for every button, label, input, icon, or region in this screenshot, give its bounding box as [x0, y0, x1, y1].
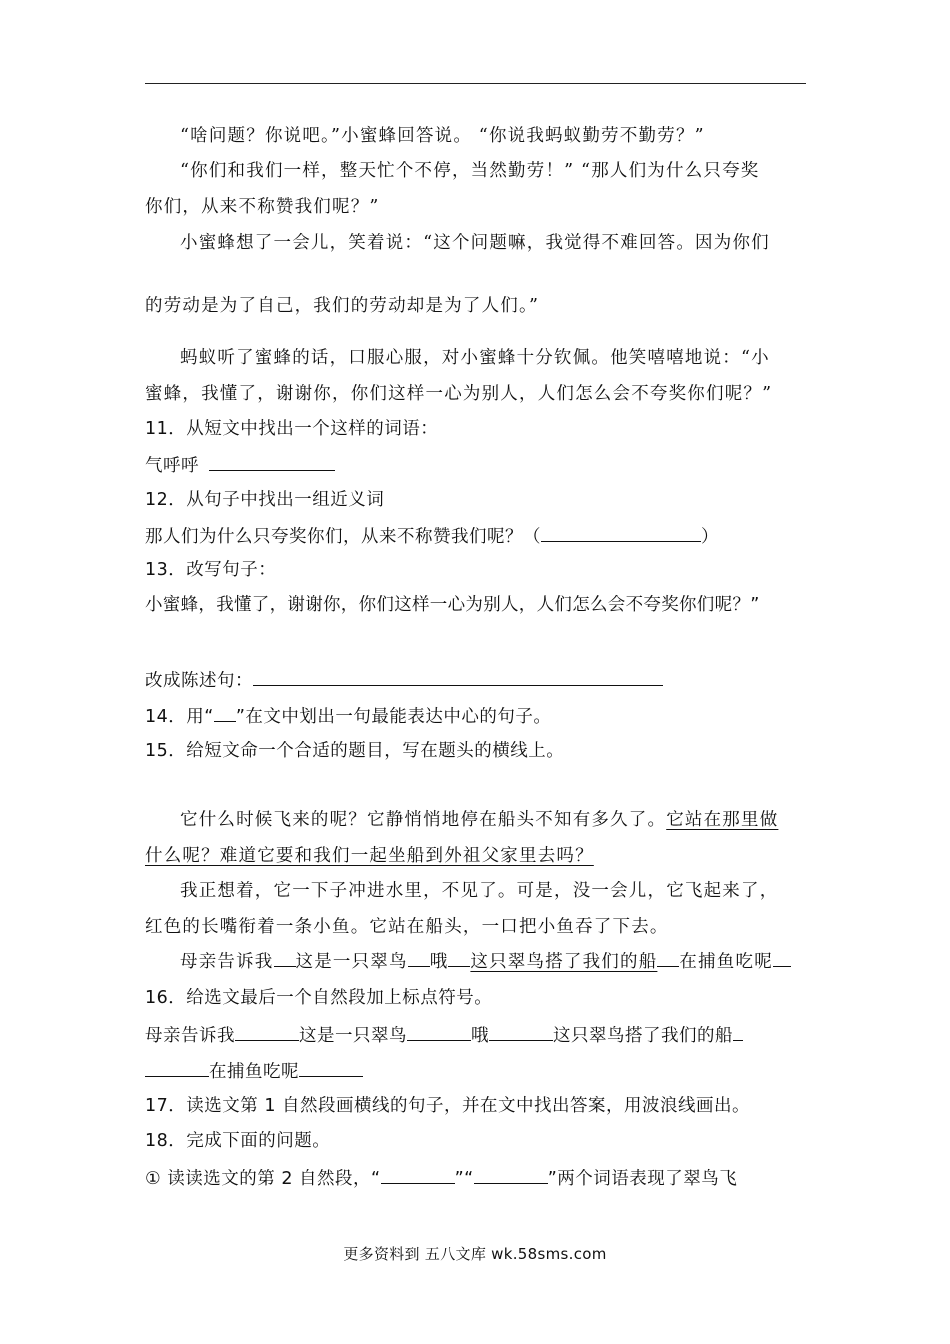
q16-segment: 这只翠鸟搭了我们的船 [553, 1026, 733, 1046]
passage2-segment: 母亲告诉我 [180, 952, 274, 972]
q12-close-paren: ） [701, 527, 719, 547]
passage1-line: 小蜜蜂想了一会儿，笑着说：“这个问题嘛，我觉得不难回答。因为你们 [180, 233, 770, 253]
q13-sentence: 小蜜蜂，我懂了，谢谢你，你们这样一心为别人，人们怎么会不夸奖你们呢？” [145, 595, 760, 615]
q16-segment: 这是一只翠鸟 [299, 1026, 407, 1046]
passage2-underlined-sentence: 它站在那里做 [666, 810, 779, 830]
q18-blank[interactable] [474, 1165, 548, 1184]
q18-blank[interactable] [381, 1165, 455, 1184]
passage2-line [180, 808, 778, 832]
passage2-gap [274, 952, 296, 967]
q14-text-a: 14．用“ [145, 707, 214, 727]
q15-text: 15．给短文命一个合适的题目，写在题头的横线上。 [145, 741, 565, 761]
q18-segment: ”两个词语表现了翠鸟飞 [547, 1169, 738, 1189]
passage1-line: 蚂蚁听了蜜蜂的话，口服心服，对小蜜蜂十分钦佩。他笑嘻嘻地说：“小 [180, 348, 770, 368]
passage2-text: 它什么时候飞来的呢？它静悄悄地停在船头不知有多久了。 [180, 810, 667, 830]
q16-blank[interactable] [489, 1022, 553, 1041]
passage1-line: 你们，从来不称赞我们呢？” [145, 197, 380, 217]
q13-prompt: 改成陈述句： [145, 671, 253, 691]
passage2-underlined-sentence: 什么呢？难道它要和我们一起坐船到外祖父家里去吗？ [145, 846, 594, 866]
q16-answer-line-2 [145, 1058, 363, 1084]
q16-segment: 哦 [471, 1026, 489, 1046]
passage2-gap [657, 952, 679, 967]
passage1-line: 蜜蜂，我懂了，谢谢你，你们这样一心为别人，人们怎么会不夸奖你们呢？” [145, 384, 773, 404]
passage2-segment: 哦 [429, 952, 449, 972]
q14-line [145, 703, 551, 729]
q16-answer-line [145, 1022, 743, 1048]
passage2-gap [448, 952, 470, 967]
q12-sentence: 那人们为什么只夸奖你们，从来不称赞我们呢？（ [145, 527, 541, 547]
passage2-line: 红色的长嘴衔着一条小鱼。它站在船头，一口把小鱼吞了下去。 [145, 917, 669, 937]
q13-answer-line [145, 667, 663, 693]
q16-blank[interactable] [145, 1058, 209, 1077]
q18-title: 18．完成下面的问题。 [145, 1131, 331, 1151]
passage2-segment: 这只翠鸟搭了我们的船 [470, 952, 658, 972]
q11-title: 11．从短文中找出一个这样的词语： [145, 419, 439, 439]
header-rule [145, 83, 806, 84]
q13-answer-blank[interactable] [253, 667, 663, 686]
q18-segment: ”“ [454, 1169, 474, 1189]
q13-title: 13．改写句子： [145, 560, 277, 580]
q17-text: 17．读选文第 1 自然段画横线的句子，并在文中找出答案，用波浪线画出。 [145, 1096, 751, 1116]
q14-blank [214, 703, 236, 722]
q16-segment: 在捕鱼吃呢 [209, 1062, 299, 1082]
passage2-segment: 这是一只翠鸟 [295, 952, 408, 972]
passage2-punctuation-line [180, 950, 791, 974]
q12-title: 12．从句子中找出一组近义词 [145, 490, 385, 510]
q16-blank[interactable] [235, 1022, 299, 1041]
passage1-line: “你们和我们一样，整天忙个不停，当然勤劳！” “那人们为什么只夸奖 [180, 161, 760, 181]
passage2-line: 我正想着，它一下子冲进水里，不见了。可是，没一会儿，它飞起来了， [180, 881, 779, 901]
q18-question-line [145, 1165, 737, 1191]
q11-answer-blank[interactable] [209, 452, 335, 471]
q11-word: 气呼呼 [145, 456, 199, 476]
q16-segment: 母亲告诉我 [145, 1026, 235, 1046]
q12-sentence-line [145, 523, 719, 549]
q16-blank[interactable] [299, 1058, 363, 1077]
passage2-gap [408, 952, 430, 967]
q14-text-b: ”在文中划出一句最能表达中心的句子。 [235, 707, 552, 727]
q16-title: 16．给选文最后一个自然段加上标点符号。 [145, 988, 493, 1008]
passage2-gap [773, 952, 791, 967]
q16-blank[interactable] [407, 1022, 471, 1041]
passage1-line: “啥问题？你说吧。”小蜜蜂回答说。 “你说我蚂蚁勤劳不勤劳？” [180, 126, 705, 146]
q12-answer-blank[interactable] [541, 523, 701, 542]
passage2-segment: 在捕鱼吃呢 [679, 952, 773, 972]
footer-link[interactable]: 更多资料到 五八文库 wk.58sms.com [343, 1245, 607, 1263]
q16-blank[interactable] [733, 1022, 743, 1041]
passage1-line: 的劳动是为了自己，我们的劳动却是为了人们。” [145, 296, 540, 316]
q18-segment: ① 读读选文的第 2 自然段，“ [145, 1169, 381, 1189]
q11-answer-line [145, 452, 335, 478]
